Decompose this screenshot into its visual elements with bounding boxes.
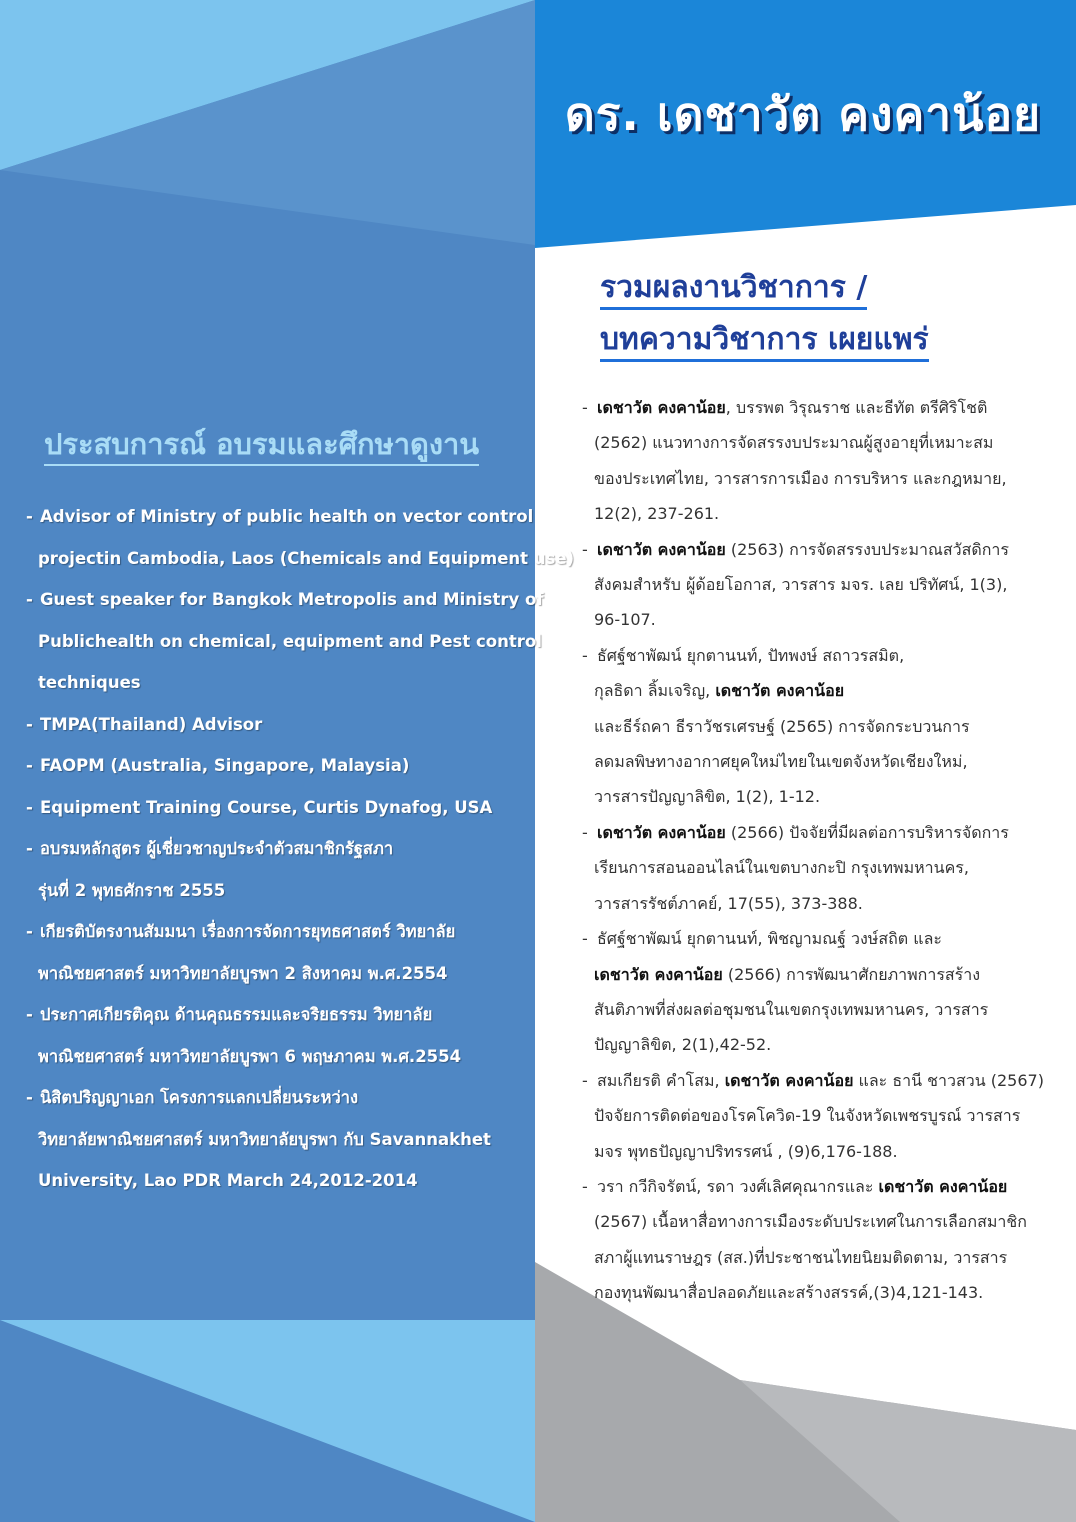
- publication-line: [582, 992, 1060, 1027]
- publication-text: (2566) ปัจจัยที่มีผลต่อการบริหารจัดการ: [725, 822, 1009, 842]
- experience-line: [26, 579, 544, 621]
- publication-text: (2567) เนื้อหาสื่อทางการเมืองระดับประเทศในการเลือกสมาชิก: [594, 1212, 1027, 1232]
- experience-text: นิสิตปริญญาเอก โครงการแลกเปลี่ยนระหว่าง: [40, 1088, 359, 1107]
- author-highlight: เดชาวัต คงคาน้อย: [594, 964, 723, 984]
- publication-line: [582, 886, 1060, 921]
- publication-text: ปัญญาลิขิต, 2(1),42-52.: [594, 1035, 772, 1055]
- publication-line: [582, 673, 1060, 708]
- experience-text: Advisor of Ministry of public health on vector control: [40, 507, 534, 526]
- publication-line: [582, 850, 1060, 885]
- experience-line: [26, 662, 526, 704]
- author-highlight: เดชาวัต คงคาน้อย: [597, 822, 726, 842]
- publication-text: สมเกียรติ คำโสม,: [597, 1070, 725, 1090]
- experience-list: [26, 496, 575, 1202]
- experience-line: [26, 538, 575, 580]
- bullet-dash: -: [26, 590, 33, 609]
- experience-line: [26, 1036, 526, 1078]
- publication-line: [582, 425, 1060, 460]
- publication-line: [582, 957, 1060, 992]
- bullet-dash: -: [582, 1070, 588, 1090]
- page-title: ดร. เดชาวัต คงคาน้อย: [564, 87, 1042, 141]
- publication-text: (2566) การพัฒนาศักยภาพการสร้าง: [722, 964, 981, 984]
- publication-text: และธีร์ถคา ธีราวัชรเศรษฐ์ (2565) การจัดกระบวนการ: [594, 716, 970, 736]
- publication-text: กุลธิดา ลิ้มเจริญ,: [594, 681, 716, 701]
- publication-text: วารสารปัญญาลิขิต, 1(2), 1-12.: [594, 787, 821, 807]
- publication-line: [582, 532, 1060, 567]
- publication-text: สังคมสำหรับ ผู้ด้อยโอกาส, วารสาร มจร. เลย ปริทัศน์, 1(3),: [594, 575, 1008, 595]
- publication-text: และ ธานี ชาวสวน (2567): [853, 1070, 1044, 1090]
- publication-line: [582, 709, 1060, 744]
- publications-heading-line-2: บทความวิชาการ เผยแพร่: [600, 320, 1020, 360]
- publication-line: [582, 1027, 1060, 1062]
- bullet-dash: -: [26, 1088, 33, 1107]
- experience-text: รุ่นที่ 2 พุทธศักราช 2555: [38, 880, 226, 900]
- publication-text: สันติภาพที่ส่งผลต่อชุมชนในเขตกรุงเทพมหานคร, วารสาร: [594, 999, 989, 1019]
- publication-line: [582, 779, 1060, 814]
- experience-line: [26, 870, 526, 912]
- experience-line: [26, 496, 534, 538]
- publication-text: ธัศฐ์ชาพัฒน์ ยุกตานนท์, ปัทพงษ์ สถาวรสมิต,: [597, 645, 905, 665]
- publication-text: 12(2), 237-261.: [594, 504, 720, 524]
- publication-line: [582, 602, 1060, 637]
- publication-text: เรียนการสอนออนไลน์ในเขตบางกะปิ กรุงเทพมหานคร,: [594, 858, 969, 878]
- publication-line: [582, 496, 1060, 531]
- publication-text: ธัศฐ์ชาพัฒน์ ยุกตานนท์, พิชญามณฐ์ วงษ์สถิต และ: [597, 929, 942, 949]
- bullet-dash: -: [582, 398, 588, 417]
- experience-text: Guest speaker for Bangkok Metropolis and Ministry of: [40, 590, 544, 609]
- publication-text: 96-107.: [594, 610, 656, 630]
- publication-line: [582, 1063, 1060, 1098]
- publication-text: มจร พุทธปัญญาปริทรรศน์ , (9)6,176-188.: [594, 1141, 898, 1161]
- publication-text: ปัจจัยการติดต่อของโรคโควิด-19 ในจังหวัดเพชรบูรณ์ วารสาร: [594, 1106, 1021, 1126]
- publication-line: [582, 1098, 1060, 1133]
- publication-text: วรา กวีกิจรัตน์, รดา วงศ์เลิศคุณากรและ: [597, 1176, 879, 1196]
- author-highlight: เดชาวัต คงคาน้อย: [715, 681, 845, 701]
- publications-heading-line-1: รวมผลงานวิชาการ /: [600, 268, 1020, 308]
- publication-line: [582, 815, 1060, 850]
- experience-line: [26, 745, 526, 787]
- publication-line: [582, 1240, 1060, 1275]
- bullet-dash: -: [26, 797, 33, 817]
- experience-heading: ประสบการณ์ อบรมและศึกษาดูงาน: [44, 424, 514, 464]
- experience-line: [26, 1077, 526, 1119]
- experience-text: อบรมหลักสูตร ผู้เชี่ยวชาญประจำตัวสมาชิกรัฐสภา: [40, 839, 394, 858]
- publication-line: [582, 744, 1060, 779]
- publication-text: (2563) การจัดสรรงบประมาณสวัสดิการ: [725, 539, 1009, 559]
- publication-text: , บรรพต วิรุณราช และธีทัต ตรีศิริโชติ: [725, 398, 988, 417]
- publication-text: วารสารรัชต์ภาคย์, 17(55), 373-388.: [594, 893, 863, 913]
- publication-line: [582, 638, 1060, 673]
- experience-text: วิทยาลัยพาณิชยศาสตร์ มหาวิทยาลัยบูรพา กับ Savannakhet: [38, 1129, 491, 1149]
- publication-text: สภาผู้แทนราษฎร (สส.)ที่ประชาชนไทยนิยมติดตาม, วารสาร: [594, 1247, 1008, 1267]
- bullet-dash: -: [582, 645, 588, 665]
- experience-text: FAOPM (Australia, Singapore, Malaysia): [40, 756, 410, 775]
- experience-text: เกียรติบัตรงานสัมมนา เรื่องการจัดการยุทธศาสตร์ วิทยาลัย: [40, 922, 456, 941]
- author-highlight: เดชาวัต คงคาน้อย: [724, 1070, 854, 1090]
- bullet-dash: -: [582, 929, 588, 949]
- experience-line: [26, 704, 526, 746]
- bullet-dash: -: [26, 1005, 33, 1024]
- publication-line: [582, 390, 1060, 425]
- experience-text: TMPA(Thailand) Advisor: [40, 714, 263, 734]
- experience-text: techniques: [38, 673, 141, 692]
- publication-line: [582, 1169, 1060, 1204]
- bullet-dash: -: [26, 756, 33, 775]
- bullet-dash: -: [582, 539, 588, 559]
- bullet-dash: -: [582, 1176, 588, 1196]
- bullet-dash: -: [26, 507, 33, 526]
- experience-text: Equipment Training Course, Curtis Dynafog, USA: [40, 797, 493, 817]
- bullet-dash: -: [26, 922, 33, 941]
- experience-line: [26, 953, 526, 995]
- author-highlight: เดชาวัต คงคาน้อย: [597, 539, 726, 559]
- experience-line: [26, 911, 526, 953]
- experience-text: University, Lao PDR March 24,2012-2014: [38, 1171, 418, 1190]
- experience-line: [26, 994, 526, 1036]
- experience-line: [26, 787, 526, 829]
- bullet-dash: -: [26, 714, 33, 734]
- experience-text: พาณิชยศาสตร์ มหาวิทยาลัยบูรพา 2 สิงหาคม พ.ศ.2554: [38, 963, 448, 983]
- author-highlight: เดชาวัต คงคาน้อย: [878, 1176, 1008, 1196]
- experience-text: พาณิชยศาสตร์ มหาวิทยาลัยบูรพา 6 พฤษภาคม พ.ศ.2554: [38, 1046, 462, 1066]
- publication-line: [582, 921, 1060, 956]
- author-highlight: เดชาวัต คงคาน้อย: [597, 398, 726, 417]
- publication-text: ของประเทศไทย, วารสารการเมือง การบริหาร และกฎหมาย,: [594, 468, 1007, 488]
- experience-text: ประกาศเกียรติคุณ ด้านคุณธรรมและจริยธรรม วิทยาลัย: [40, 1005, 433, 1024]
- publications-list: [582, 390, 1060, 1311]
- publication-line: [582, 1275, 1060, 1310]
- publication-text: กองทุนพัฒนาสื่อปลอดภัยและสร้างสรรค์,(3)4,121-143.: [594, 1283, 984, 1303]
- publication-text: (2562) แนวทางการจัดสรรงบประมาณผู้สูงอายุที่เหมาะสม: [594, 433, 994, 453]
- experience-text: Publichealth on chemical, equipment and Pest control: [38, 631, 542, 651]
- publication-line: [582, 1134, 1060, 1169]
- publication-line: [582, 1204, 1060, 1239]
- experience-text: projectin Cambodia, Laos (Chemicals and Equipment use): [38, 548, 575, 568]
- experience-line: [26, 828, 526, 870]
- experience-line: [26, 1119, 526, 1161]
- experience-line: [26, 1160, 526, 1202]
- publication-line: [582, 567, 1060, 602]
- publication-text: ลดมลพิษทางอากาศยุคใหม่ไทยในเขตจังหวัดเชียงใหม่,: [594, 752, 968, 772]
- bullet-dash: -: [26, 839, 33, 858]
- bullet-dash: -: [582, 822, 588, 842]
- publication-line: [582, 461, 1060, 496]
- experience-line: [26, 621, 542, 663]
